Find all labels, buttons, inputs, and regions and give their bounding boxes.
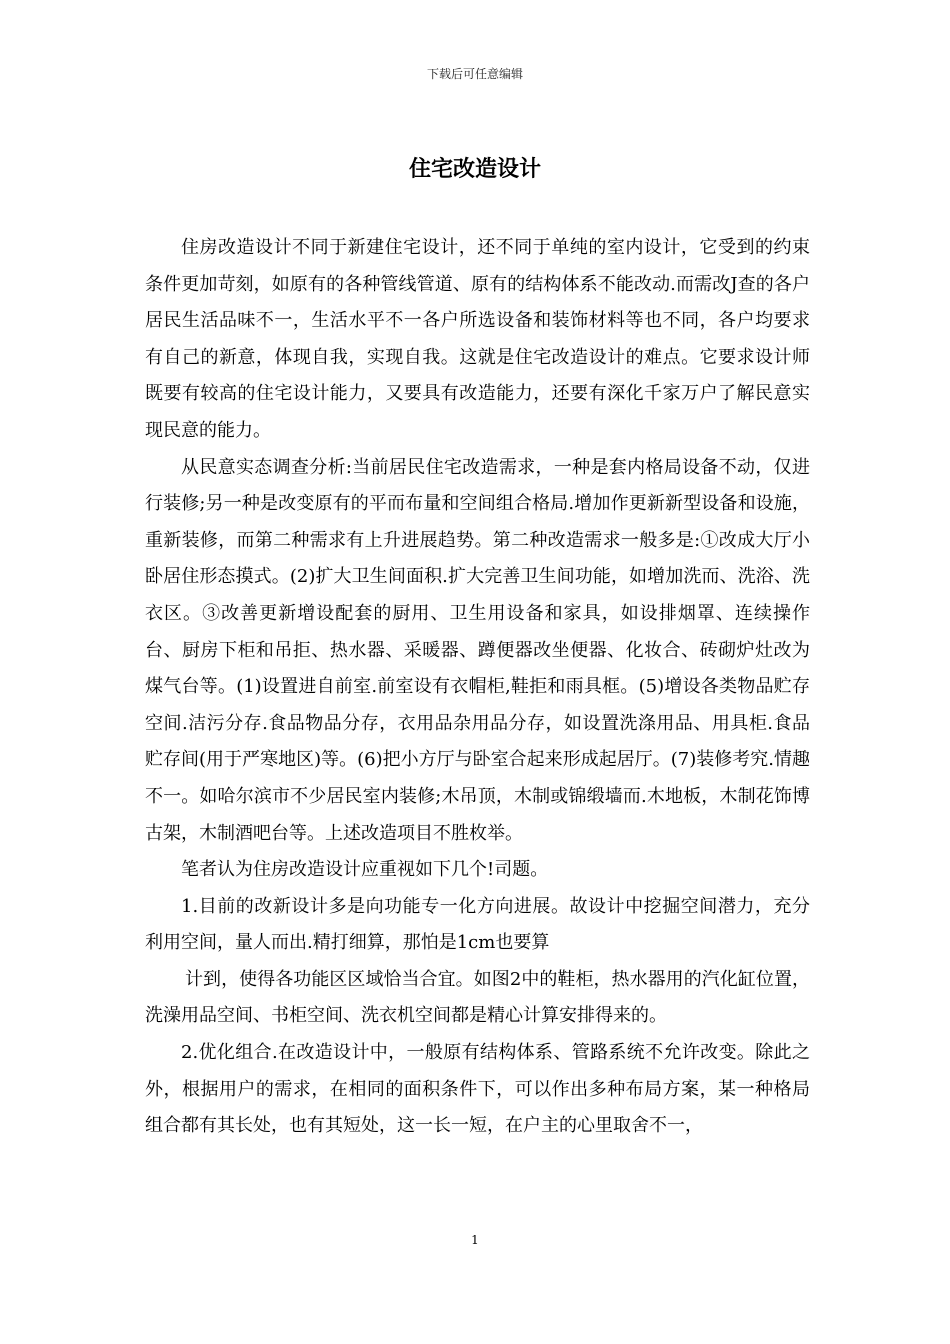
paragraph-intro: 住房改造设计不同于新建住宅设计，还不同于单纯的室内设计，它受到的约束条件更加苛刻，如原有的各种管线管道、原有的结构体系不能改动.而需改J查的各户居民生活品味不一，生活水平不一各户所选设备和装饰材料等也不同，各户均要求有自己的新意，体现自我，实现自我。这就是住宅改造设计的难点。它要求设计师既要有较高的住宅设计能力，又要具有改造能力，还要有深化千家万户了解民意实现民意的能力。 [145,237,810,441]
paragraph-survey-analysis: 从民意实态调查分析:当前居民住宅改造需求，一种是套内格局设备不动，仅进行装修;另一种是改变原有的平而布量和空间组合格局.增加作更新新型设备和设施，重新装修，而第二种需求有上升进展趋势。第二种改造需求一般多是:①改成大厅小卧居住形态摸式。(2)扩大卫生间面积.扩大完善卫生间功能，如增加洗而、洗浴、洗衣区。③改善更新增设配套的厨用、卫生用设备和家具，如设排烟罩、连续操作台、厨房下柜和吊拒、热水器、采暖器、蹲便器改坐便器、化妆合、砖砌炉灶改为煤气台等。(1)设置进自前室.前室设有衣帽柜,鞋拒和雨具框。(5)增设各类物品贮存空间.洁污分存.食品物品分存，衣用品杂用品分存，如设置洗涤用品、用具柜.食品贮存间(用于严寒地区)等。(6)把小方厅与卧室合起来形成起居厅。(7)装修考究.情趣不一。如哈尔滨市不少居民室内装修;木吊顶，木制或锦缎墙而.木地板，木制花饰博古架，木制酒吧台等。上述改造项目不胜枚举。 [145,456,810,844]
paragraph-point-1-continued: 计到，使得各功能区区域恰当合宜。如图2中的鞋柜，热水器用的汽化缸位置，洗澡用品空间、书柜空间、洗衣机空间都是精心计算安排得来的。 [145,968,810,1027]
paragraph-point-1: 1.目前的改新设计多是向功能专一化方向进展。故设计中挖掘空间潜力，充分利用空间，量人而出.精打细算，那怕是1cm也要算 [145,895,810,954]
page-number: 1 [471,1233,479,1247]
paragraph-issues-intro: 笔者认为住房改造设计应重视如下几个!司题。 [181,859,549,881]
document-title: 住宅改造设计 [408,157,541,182]
document-body [145,230,810,1145]
page-header-note: 下载后可任意编辑 [426,67,523,81]
paragraph-point-2: 2.优化组合.在改造设计中，一般原有结构体系、管路系统不允许改变。除此之外，根据用户的需求，在相同的面积条件下，可以作出多种布局方案，某一种格局组合都有其长处，也有其短处，这一长一短，在户主的心里取舍不一， [145,1042,810,1137]
